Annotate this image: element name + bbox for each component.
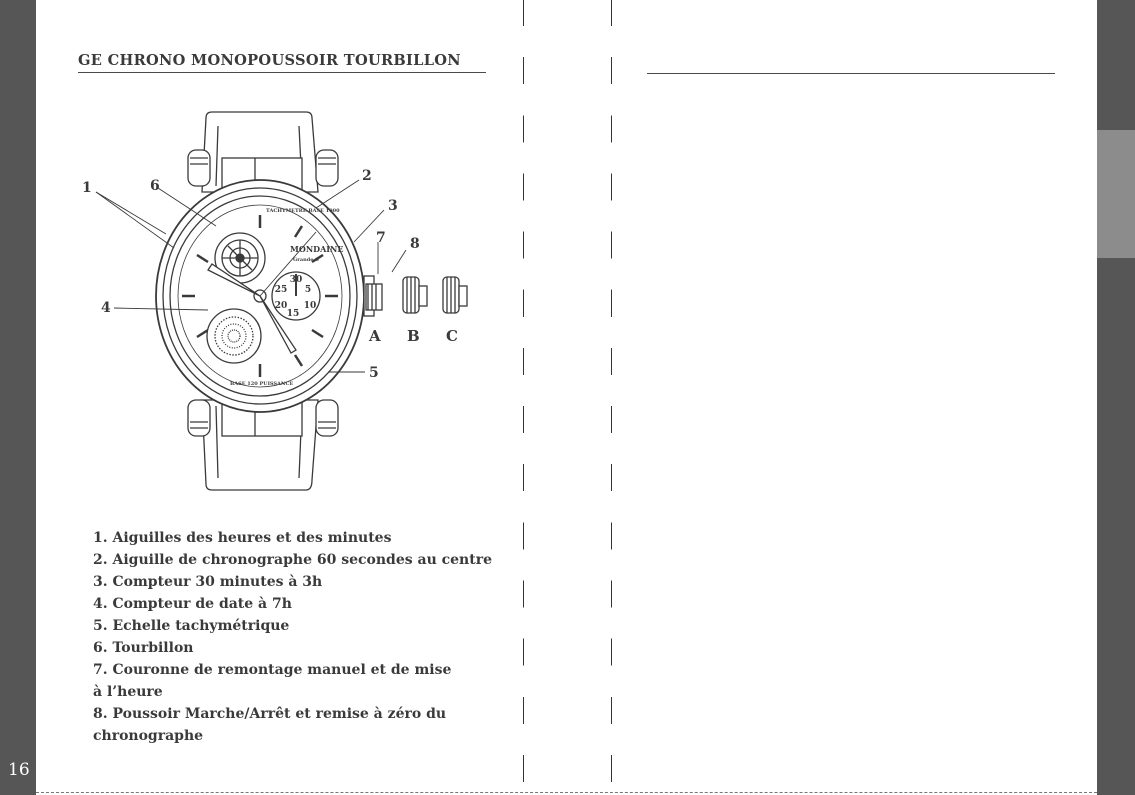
section-tab	[1097, 130, 1135, 258]
left-margin-band	[0, 0, 36, 795]
section-title: GE CHRONO MONOPOUSSOIR TOURBILLON	[78, 52, 486, 73]
counter-5: 5	[304, 285, 312, 295]
dial-brand: MONDAINE	[290, 244, 344, 254]
counter-20: 20	[274, 301, 288, 311]
minute-counter	[272, 272, 320, 320]
bottom-cut-line	[36, 792, 1097, 793]
fold-line-right	[611, 0, 612, 795]
label-A: A	[369, 327, 381, 345]
callout-8: 8	[410, 236, 420, 252]
right-margin-band	[1097, 0, 1135, 795]
callout-6: 6	[150, 178, 160, 194]
callout-2: 2	[362, 168, 372, 184]
callout-4: 4	[101, 300, 111, 316]
legend-item: 8. Poussoir Marche/Arrêt et remise à zéro du	[93, 706, 447, 722]
legend-item: 5. Echelle tachymétrique	[93, 618, 290, 634]
tachymeter-bottom-text: BASE 120 PUISSANCE	[230, 381, 294, 387]
callout-1: 1	[82, 180, 92, 196]
parts-legend	[93, 527, 513, 747]
legend-item: à l’heure	[93, 684, 163, 700]
callout-5: 5	[369, 365, 379, 381]
dial-subtitle: Grande S	[293, 257, 319, 263]
callout-3: 3	[388, 198, 398, 214]
counter-30: 30	[289, 275, 303, 285]
label-B: B	[407, 327, 420, 345]
right-page-rule	[647, 73, 1055, 74]
legend-item: 7. Couronne de remontage manuel et de mise	[93, 662, 452, 678]
legend-item: chronographe	[93, 728, 204, 744]
counter-15: 15	[286, 309, 300, 319]
legend-item: 1. Aiguilles des heures et des minutes	[93, 530, 392, 546]
page-number: 16	[8, 760, 30, 780]
date-counter	[207, 309, 261, 363]
counter-25: 25	[274, 285, 288, 295]
counter-10: 10	[303, 301, 317, 311]
push-position-labels	[368, 327, 458, 345]
bottom-strap	[202, 400, 318, 490]
label-C: C	[446, 327, 458, 345]
fold-line-left	[523, 0, 524, 795]
watch-diagram	[70, 100, 490, 500]
legend-item: 4. Compteur de date à 7h	[93, 596, 292, 612]
legend-item: 6. Tourbillon	[93, 640, 194, 656]
legend-item: 2. Aiguille de chronographe 60 secondes au centre	[93, 552, 492, 568]
crown-and-pushers	[364, 276, 467, 316]
legend-item: 3. Compteur 30 minutes à 3h	[93, 574, 323, 590]
callout-7: 7	[376, 230, 386, 246]
tachymeter-top-text: TACHYMETRE BASE 1000	[266, 208, 340, 214]
